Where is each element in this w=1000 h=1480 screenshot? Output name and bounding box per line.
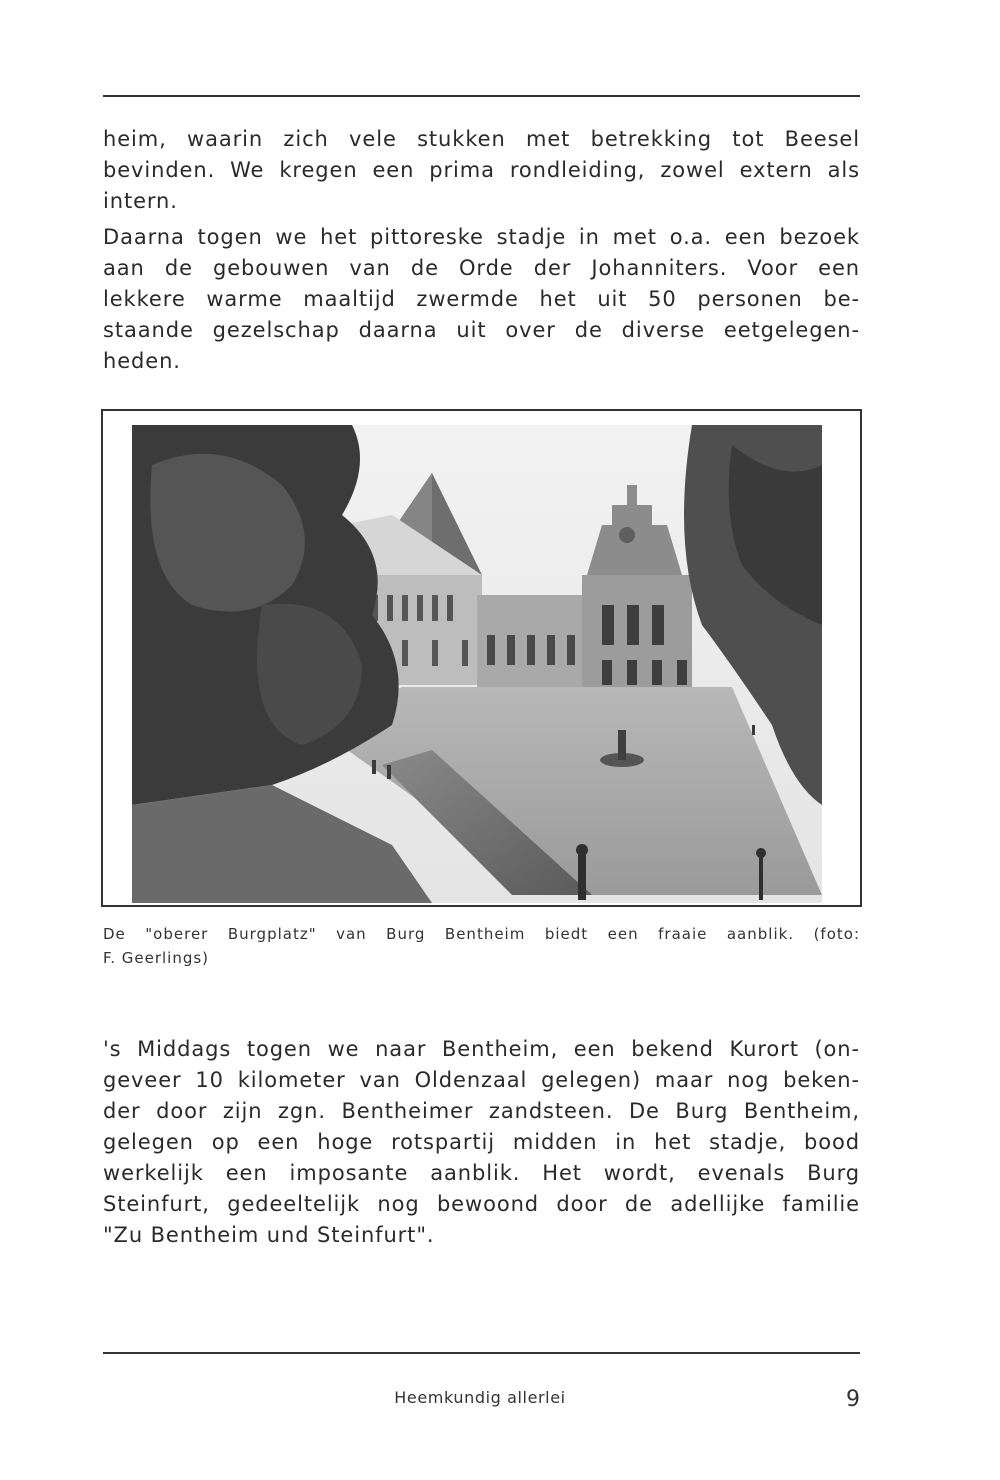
text-line: bevinden. We kregen een prima rondleiding, zowel extern als — [103, 158, 860, 182]
text-line: heim, waarin zich vele stukken met betrekking tot Beesel — [103, 127, 860, 151]
caption-line: De "oberer Burgplatz" van Burg Bentheim biedt een fraaie aanblik. (foto: — [103, 925, 860, 943]
castle-courtyard-photo — [132, 425, 822, 903]
text-line: geveer 10 kilometer van Oldenzaal gelegen) maar nog beken- — [103, 1068, 860, 1092]
text-line: gelegen op een hoge rotspartij midden in het stadje, bood — [103, 1130, 860, 1154]
photo-caption — [103, 922, 860, 970]
text-line: heden. — [103, 349, 181, 373]
caption-line: F. Geerlings) — [103, 949, 210, 967]
paragraph-3 — [103, 1034, 860, 1251]
text-line: aan de gebouwen van de Orde der Johanniters. Voor een — [103, 256, 860, 280]
bottom-rule — [103, 1352, 860, 1354]
text-line: werkelijk een imposante aanblik. Het wordt, evenals Burg — [103, 1161, 860, 1185]
text-line: intern. — [103, 189, 178, 213]
text-line: 's Middags togen we naar Bentheim, een bekend Kurort (on- — [103, 1037, 860, 1061]
footer-title: Heemkundig allerlei — [394, 1388, 566, 1407]
paragraph-1 — [103, 124, 860, 217]
text-line: "Zu Bentheim und Steinfurt". — [103, 1223, 435, 1247]
paragraph-2 — [103, 222, 860, 377]
text-line: Daarna togen we het pittoreske stadje in met o.a. een bezoek — [103, 225, 860, 249]
text-line: Steinfurt, gedeeltelijk nog bewoond door de adellijke familie — [103, 1192, 860, 1216]
page-number: 9 — [846, 1387, 860, 1412]
top-rule — [103, 95, 860, 97]
text-line: staande gezelschap daarna uit over de diverse eetgelegen- — [103, 318, 860, 342]
text-line: der door zijn zgn. Bentheimer zandsteen. De Burg Bentheim, — [103, 1099, 860, 1123]
photo-frame — [101, 409, 862, 907]
text-line: lekkere warme maaltijd zwermde het uit 50 personen be- — [103, 287, 860, 311]
